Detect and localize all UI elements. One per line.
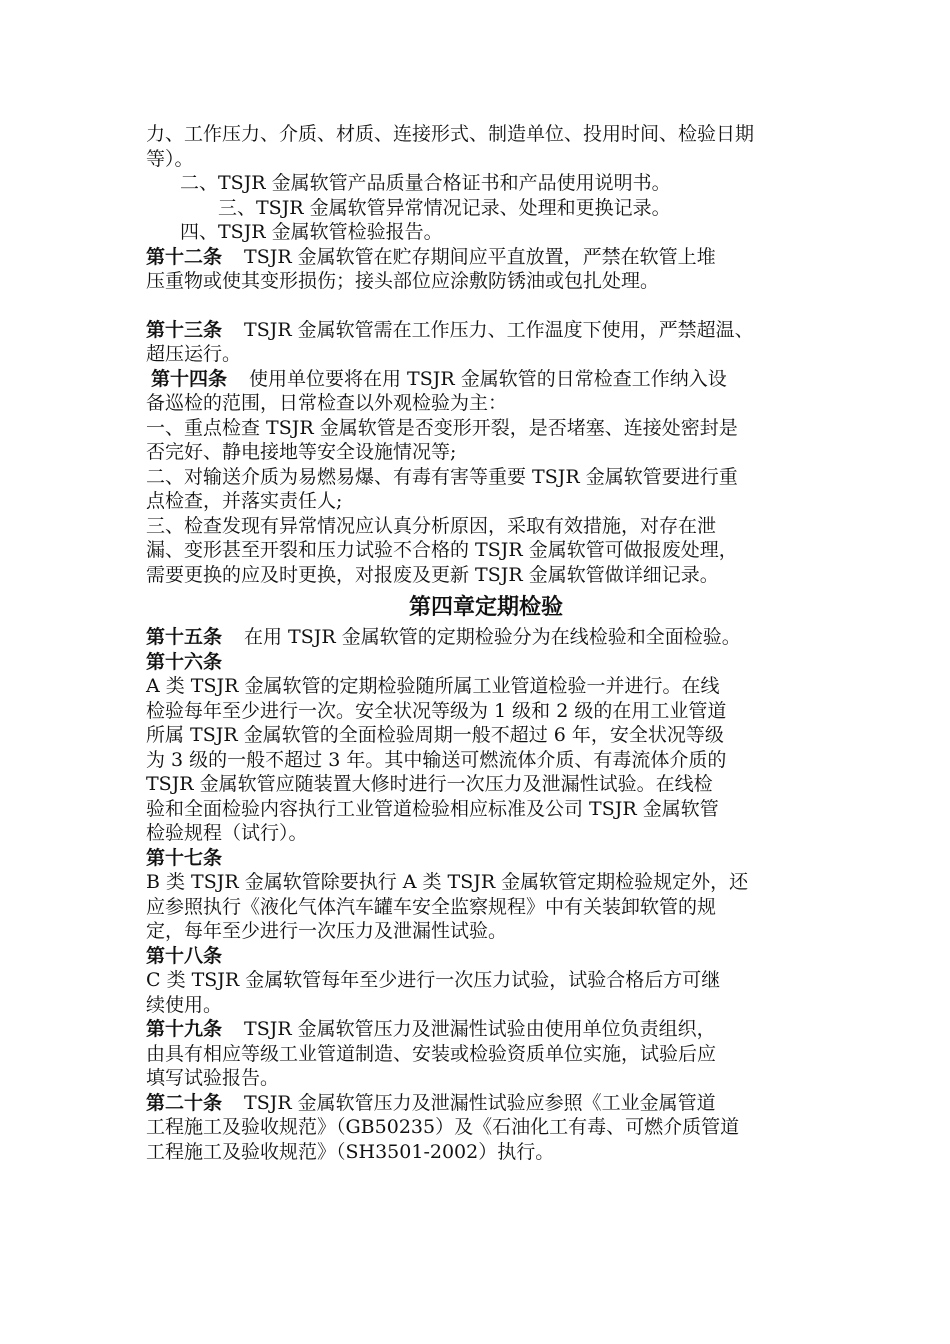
article-19 xyxy=(146,1017,826,1042)
text-line: 工程施工及验收规范》（SH3501-2002）执行。 xyxy=(146,1140,555,1163)
article-label: 第十二条 xyxy=(146,245,223,268)
article-label: 第十三条 xyxy=(146,318,223,341)
text-line: 三、检查发现有异常情况应认真分析原因，采取有效措施，对存在泄 xyxy=(146,514,717,537)
article-15 xyxy=(146,625,826,650)
article-label: 第十六条 xyxy=(146,650,223,673)
article-label: 第十九条 xyxy=(146,1018,223,1040)
text-line: 一、重点检查 TSJR 金属软管是否变形开裂，是否堵塞、连接处密封是 xyxy=(146,416,738,439)
text-line: 压重物或使其变形损伤；接头部位应涂敷防锈油或包扎处理。 xyxy=(146,270,660,292)
document-page xyxy=(146,122,826,1164)
text-line: B 类 TSJR 金属软管除要执行 A 类 TSJR 金属软管定期检验规定外，还 xyxy=(146,871,749,893)
text-line: 工程施工及验收规范》（GB50235）及《石油化工有毒、可燃介质管道 xyxy=(146,1116,740,1138)
text-line: 备巡检的范围，日常检查以外观检验为主： xyxy=(146,392,508,414)
article-label: 第十五条 xyxy=(146,626,223,648)
article-label: 第十八条 xyxy=(146,944,223,967)
chapter-heading: 第四章定期检验 xyxy=(408,595,563,620)
text-line: 检验每年至少进行一次。安全状况等级为 1 级和 2 级的在用工业管道 xyxy=(146,699,727,722)
list-item: 四、TSJR 金属软管检验报告。 xyxy=(180,221,443,243)
text-line: C 类 TSJR 金属软管每年至少进行一次压力试验，试验合格后方可继 xyxy=(146,969,721,991)
article-text: TSJR 金属软管需在工作压力、工作温度下使用，严禁超温、 xyxy=(244,318,754,341)
article-text: 使用单位要将在用 TSJR 金属软管的日常检查工作纳入设 xyxy=(249,367,727,390)
text-line: 所属 TSJR 金属软管的全面检验周期一般不超过 6 年，安全状况等级 xyxy=(146,724,724,746)
article-text: 在用 TSJR 金属软管的定期检验分为在线检验和全面检验。 xyxy=(244,626,741,648)
text-line: 由具有相应等级工业管道制造、安装或检验资质单位实施，试验后应 xyxy=(146,1042,717,1065)
list-item: 三、TSJR 金属软管异常情况记录、处理和更换记录。 xyxy=(218,196,671,219)
text-line: 检验规程（试行）。 xyxy=(146,822,308,844)
article-13 xyxy=(146,318,826,343)
text-line: 为 3 级的一般不超过 3 年。其中输送可燃流体介质、有毒流体介质的 xyxy=(146,748,727,771)
text-line: 验和全面检验内容执行工业管道检验相应标准及公司 TSJR 金属软管 xyxy=(146,797,719,820)
article-text: TSJR 金属软管在贮存期间应平直放置，严禁在软管上堆 xyxy=(244,245,716,268)
text-line: 力、工作压力、介质、材质、连接形式、制造单位、投用时间、检验日期 xyxy=(146,123,755,145)
list-item: 二、TSJR 金属软管产品质量合格证书和产品使用说明书。 xyxy=(180,172,671,194)
article-label: 第二十条 xyxy=(146,1091,223,1114)
text-line: 填写试验报告。 xyxy=(146,1067,280,1089)
text-line: 等）。 xyxy=(146,147,194,170)
text-line: 需要更换的应及时更换，对报废及更新 TSJR 金属软管做详细记录。 xyxy=(146,563,719,586)
text-line: TSJR 金属软管应随装置大修时进行一次压力及泄漏性试验。在线检 xyxy=(146,773,713,795)
article-14 xyxy=(146,367,826,392)
text-line: 漏、变形甚至开裂和压力试验不合格的 TSJR 金属软管可做报废处理， xyxy=(146,539,738,561)
article-text: TSJR 金属软管压力及泄漏性试验应参照《工业金属管道 xyxy=(244,1091,716,1114)
text-line: 续使用。 xyxy=(146,993,223,1016)
article-text: TSJR 金属软管压力及泄漏性试验由使用单位负责组织， xyxy=(244,1018,716,1040)
article-20 xyxy=(146,1091,826,1116)
article-label: 第十七条 xyxy=(146,846,223,869)
text-line: 应参照执行《液化气体汽车罐车安全监察规程》中有关装卸软管的规 xyxy=(146,895,717,918)
article-label: 第十四条 xyxy=(151,367,228,390)
text-line: 点检查，并落实责任人; xyxy=(146,490,343,512)
text-line: 二、对输送介质为易燃易爆、有毒有害等重要 TSJR 金属软管要进行重 xyxy=(146,465,738,488)
text-line: A 类 TSJR 金属软管的定期检验随所属工业管道检验一并进行。在线 xyxy=(146,675,720,697)
article-12 xyxy=(146,245,826,270)
text-line: 定，每年至少进行一次压力及泄漏性试验。 xyxy=(146,920,508,942)
text-line: 否完好、静电接地等安全设施情况等; xyxy=(146,441,457,463)
text-line: 超压运行。 xyxy=(146,343,242,365)
